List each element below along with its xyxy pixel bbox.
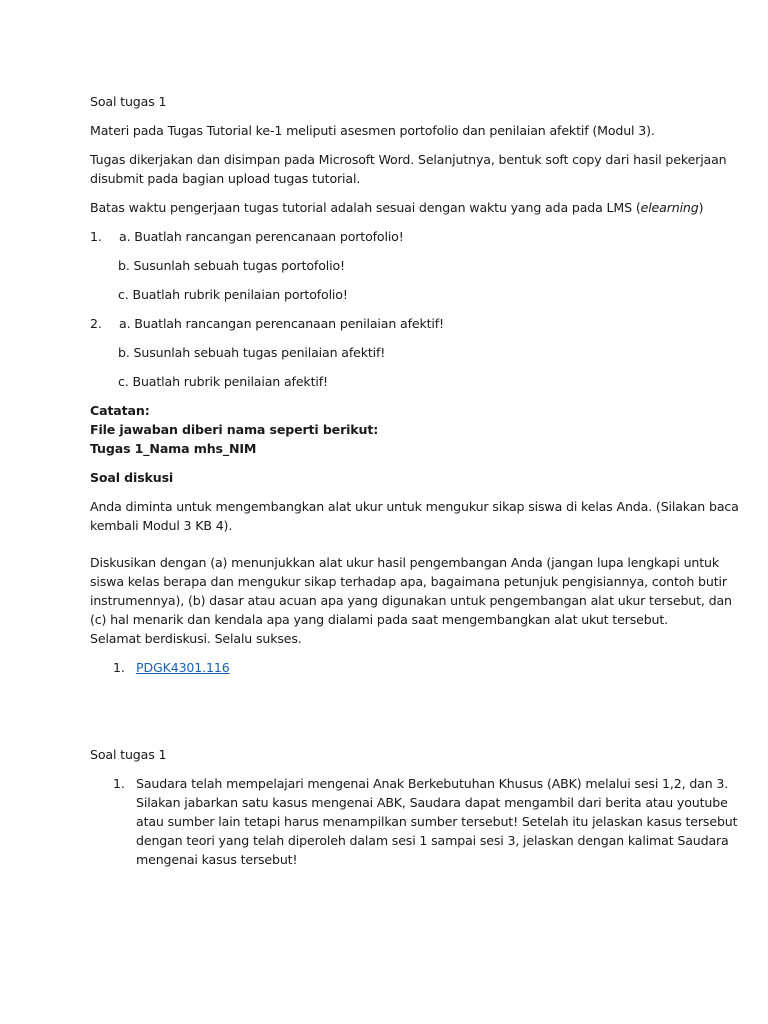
item1-a: a. Buatlah rancangan perencanaan portofolio! — [119, 229, 404, 244]
item2-number: 2. — [90, 316, 102, 331]
diskusi-para1-line2: kembali Modul 3 KB 4). — [90, 518, 233, 533]
item2-a: a. Buatlah rancangan perencanaan penilaian afektif! — [119, 316, 444, 331]
section2-item-number: 1. — [113, 776, 125, 791]
item1-b: b. Susunlah sebuah tugas portofolio! — [118, 258, 345, 273]
section2-item-line2: Silakan jabarkan satu kasus mengenai ABK, Saudara dapat mengambil dari berita atau youtube — [136, 795, 728, 810]
section2-item-line5: mengenai kasus tersebut! — [136, 852, 298, 867]
note-line2: File jawaban diberi nama seperti berikut: — [90, 422, 379, 437]
diskusi-list-number: 1. — [113, 660, 125, 675]
section1-title: Soal tugas 1 — [90, 94, 167, 109]
section2-item-line1: Saudara telah mempelajari mengenai Anak Berkebutuhan Khusus (ABK) melalui sesi 1,2, dan 3. — [136, 776, 729, 791]
diskusi-title: Soal diskusi — [90, 470, 174, 485]
diskusi-para2-line3: instrumennya), (b) dasar atau acuan apa yang digunakan untuk pengembangan alat ukur tersebut, dan — [90, 593, 732, 608]
section1-para2-line2: disubmit pada bagian upload tugas tutorial. — [90, 171, 361, 186]
diskusi-para2-line1: Diskusikan dengan (a) menunjukkan alat ukur hasil pengembangan Anda (jangan lupa lengkapi untuk — [90, 555, 720, 570]
diskusi-para2-line4: (c) hal menarik dan kendala apa yang dialami pada saat mengembangkan alat ukut tersebut. — [90, 612, 669, 627]
section1-para1: Materi pada Tugas Tutorial ke-1 meliputi asesmen portofolio dan penilaian afektif (Modul 3). — [90, 123, 655, 138]
item1-c: c. Buatlah rubrik penilaian portofolio! — [118, 287, 348, 302]
item2-c: c. Buatlah rubrik penilaian afektif! — [118, 374, 328, 389]
section1-para3 — [90, 198, 703, 217]
section2-title: Soal tugas 1 — [90, 747, 167, 762]
para3-text: Batas waktu pengerjaan tugas tutorial adalah sesuai dengan waktu yang ada pada LMS ( — [90, 200, 641, 215]
diskusi-para2-line5: Selamat berdiskusi. Selalu sukses. — [90, 631, 302, 646]
para3-closing: ) — [698, 200, 704, 215]
section1-para2-line1: Tugas dikerjakan dan disimpan pada Microsoft Word. Selanjutnya, bentuk soft copy dari hasil pekerjaan — [90, 152, 727, 167]
diskusi-para1-line1: Anda diminta untuk mengembangkan alat ukur untuk mengukur sikap siswa di kelas Anda. (Silakan baca — [90, 499, 739, 514]
item1-number: 1. — [90, 229, 102, 244]
para3-italic-text: elearning — [640, 200, 699, 215]
section2-item-line3: atau sumber lain tetapi harus menampilkan sumber tersebut! Setelah itu jelaskan kasus tersebut — [136, 814, 738, 829]
note-label: Catatan: — [90, 403, 150, 418]
item2-b: b. Susunlah sebuah tugas penilaian afektif! — [118, 345, 386, 360]
section2-item-line4: dengan teori yang telah diperoleh dalam sesi 1 sampai sesi 3, jelaskan dengan kalimat Saudara — [136, 833, 729, 848]
diskusi-para2-line2: siswa kelas berapa dan mengukur sikap terhadap apa, bagaimana petunjuk pengisiannya, contoh butir — [90, 574, 727, 589]
pdgk-link[interactable]: PDGK4301.116 — [136, 660, 230, 675]
note-line3: Tugas 1_Nama mhs_NIM — [90, 441, 257, 456]
diskusi-list-item — [136, 658, 230, 677]
